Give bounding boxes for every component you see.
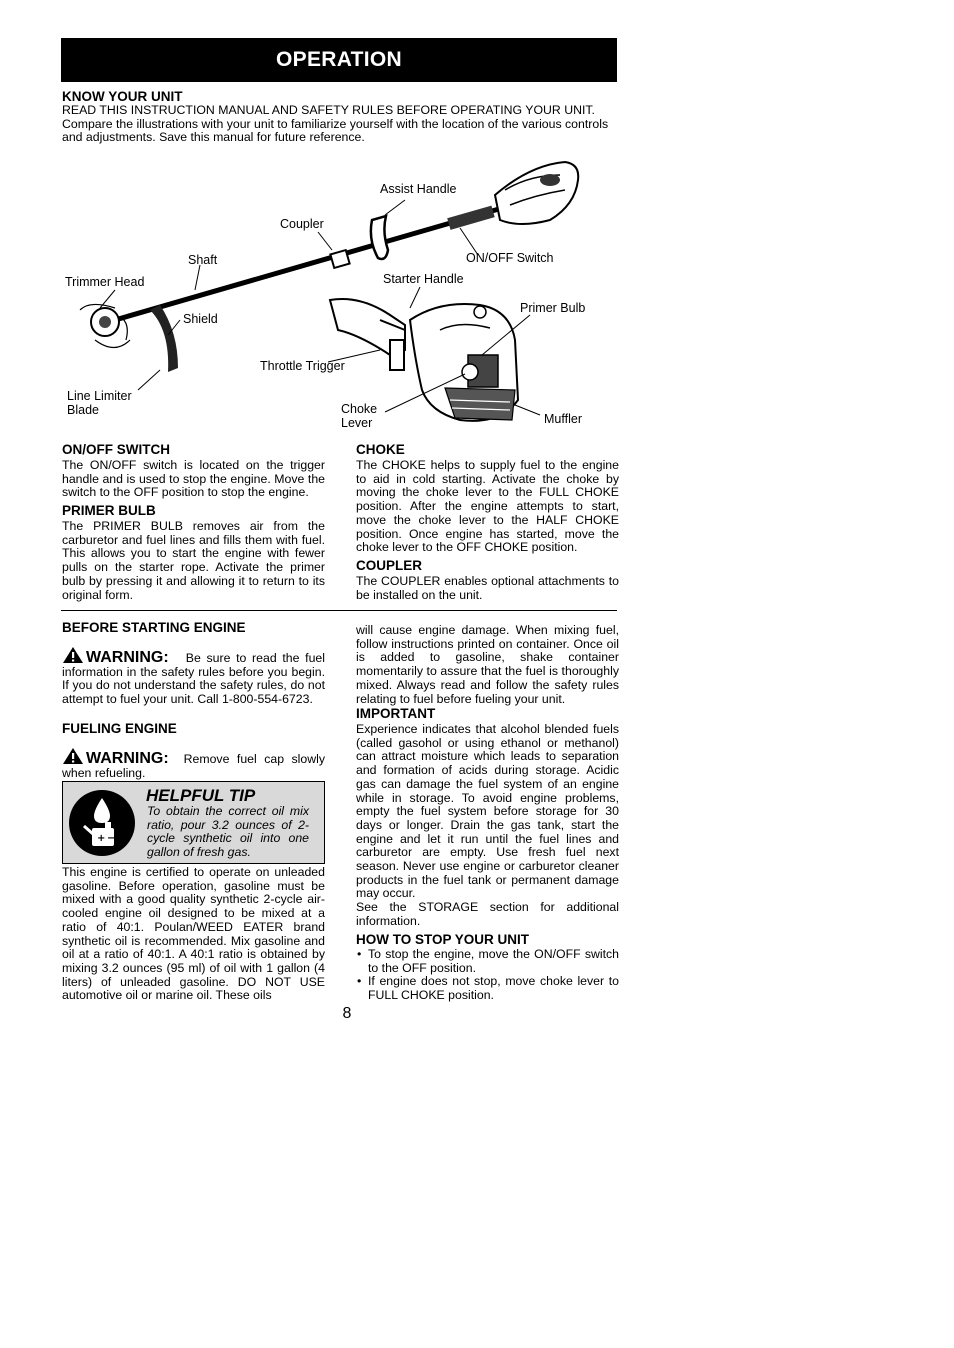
svg-text:−: − — [107, 833, 116, 844]
helpful-tip-box — [62, 781, 325, 864]
know-your-unit-line2: Compare the illustrations with your unit to familiarize yourself with the location of the various controls and adjustments. Save this manual for future reference. — [62, 116, 609, 145]
list-item: • If engine does not stop, move choke lever to FULL CHOKE position. — [356, 975, 619, 1002]
helpful-tip-title: HELPFUL TIP — [146, 786, 256, 805]
label-line-limiter-2: Blade — [67, 403, 99, 417]
label-choke-2: Lever — [341, 416, 373, 430]
label-choke-1: Choke — [341, 402, 378, 416]
label-shaft: Shaft — [188, 253, 218, 267]
label-on-off-switch: ON/OFF Switch — [466, 251, 554, 265]
storage-reference: See the STORAGE section for additional information. — [356, 900, 619, 928]
choke-text: The CHOKE helps to supply fuel to the engine to aid in cold starting. Activate the choke by moving the choke lever to the FULL CHOKE position. After the engine attempts to start, move the choke lever to the HALF CHOKE position. Once engine has started, move the choke lever to the OFF CHOKE position. — [356, 458, 619, 555]
important-heading: IMPORTANT — [356, 706, 436, 721]
important-text: Experience indicates that alcohol blended fuels (called gasohol or using ethanol or methanol) can attract moisture which leads to separation and formation of acids during storage. Acidic gas can damage the fuel system of an engine while in storage. To avoid engine problems, empty the fuel system before storage for 30 days or longer. Drain the gas tank, start the engine and let it run until the fuel lines and carburetor are empty. Use fresh fuel next season. Never use engine or carburetor cleaner products in the fuel tank or permanent damage may occur. — [356, 722, 619, 901]
stop-unit-list — [356, 948, 619, 1003]
section-divider — [61, 610, 617, 611]
fueling-heading: FUELING ENGINE — [62, 721, 177, 736]
label-starter-handle: Starter Handle — [383, 272, 464, 286]
warning-label: WARNING: — [86, 750, 169, 767]
warning-text: Be sure to read the fuel information in the safety rules before you begin. If you do not understand the safety rules, do not attempt to fuel your unit. Call 1-800-554-6723. — [62, 651, 325, 707]
primer-heading: PRIMER BULB — [62, 503, 156, 518]
on-off-heading: ON/OFF SWITCH — [62, 442, 170, 457]
label-shield: Shield — [183, 312, 218, 326]
fuel-can-icon — [67, 788, 137, 858]
know-your-unit-line1: READ THIS INSTRUCTION MANUAL AND SAFETY RULES BEFORE OPERATING YOUR UNIT. — [62, 103, 595, 117]
page-title: OPERATION — [276, 48, 402, 71]
svg-text:+: + — [97, 833, 106, 844]
know-your-unit-heading: KNOW YOUR UNIT — [62, 89, 183, 104]
before-starting-heading: BEFORE STARTING ENGINE — [62, 620, 246, 635]
label-muffler: Muffler — [544, 412, 582, 426]
helpful-tip-text: To obtain the correct oil mix ratio, pour 3.2 ounces of 2-cycle synthetic oil into one gallon of fresh gas. — [147, 804, 309, 860]
warning-text: Remove fuel cap slowly when refueling. — [62, 752, 325, 780]
label-assist-handle: Assist Handle — [380, 182, 457, 196]
label-trimmer-head: Trimmer Head — [65, 275, 145, 289]
fuel-text-continued: will cause engine damage. When mixing fuel, follow instructions printed on container. Once oil is added to gasoline, shake container momentarily to assure that the fuel is thoroughly mixed. Always read and follow the safety rules relating to fuel before fueling your unit. — [356, 623, 619, 706]
on-off-text: The ON/OFF switch is located on the trigger handle and is used to stop the engine. Move the switch to the OFF position to stop the engine. — [62, 458, 325, 500]
warning-icon — [62, 747, 84, 765]
warning-label: WARNING: — [86, 649, 169, 666]
trimmer-diagram — [60, 150, 620, 440]
list-item: • To stop the engine, move the ON/OFF switch to the OFF position. — [356, 948, 619, 975]
label-line-limiter-1: Line Limiter — [67, 389, 132, 403]
fueling-warning — [62, 747, 325, 780]
label-primer-bulb: Primer Bulb — [520, 301, 586, 315]
warning-icon — [62, 646, 84, 664]
coupler-text: The COUPLER enables optional attachments to be installed on the unit. — [356, 574, 619, 602]
choke-heading: CHOKE — [356, 442, 405, 457]
label-coupler: Coupler — [280, 217, 324, 231]
stop-unit-heading: HOW TO STOP YOUR UNIT — [356, 932, 530, 947]
operation-banner — [61, 38, 617, 82]
primer-text: The PRIMER BULB removes air from the carburetor and fuel lines and fills them with fuel. This allows you to start the engine with fewer pulls on the starter rope. Activate the primer bulb by pressing it and allowing it to return to its original form. — [62, 519, 325, 602]
know-your-unit-intro — [62, 104, 619, 145]
before-starting-warning — [62, 646, 325, 707]
fuel-text: This engine is certified to operate on unleaded gasoline. Before operation, gasoline must be mixed with a good quality synthetic 2-cycle air-cooled engine oil designed to be mixed at a ratio of 40:1. Poulan/WEED EATER brand synthetic oil is recommended. Mix gasoline and oil at a ratio of 40:1. A 40:1 ratio is obtained by mixing 3.2 ounces (95 ml) of oil with 1 gallon (4 liters) of unleaded gasoline. DO NOT USE automotive oil or marine oil. These oils — [62, 865, 325, 1003]
page-number: 8 — [342, 1005, 352, 1022]
label-throttle-trigger: Throttle Trigger — [260, 359, 345, 373]
coupler-heading: COUPLER — [356, 558, 423, 573]
